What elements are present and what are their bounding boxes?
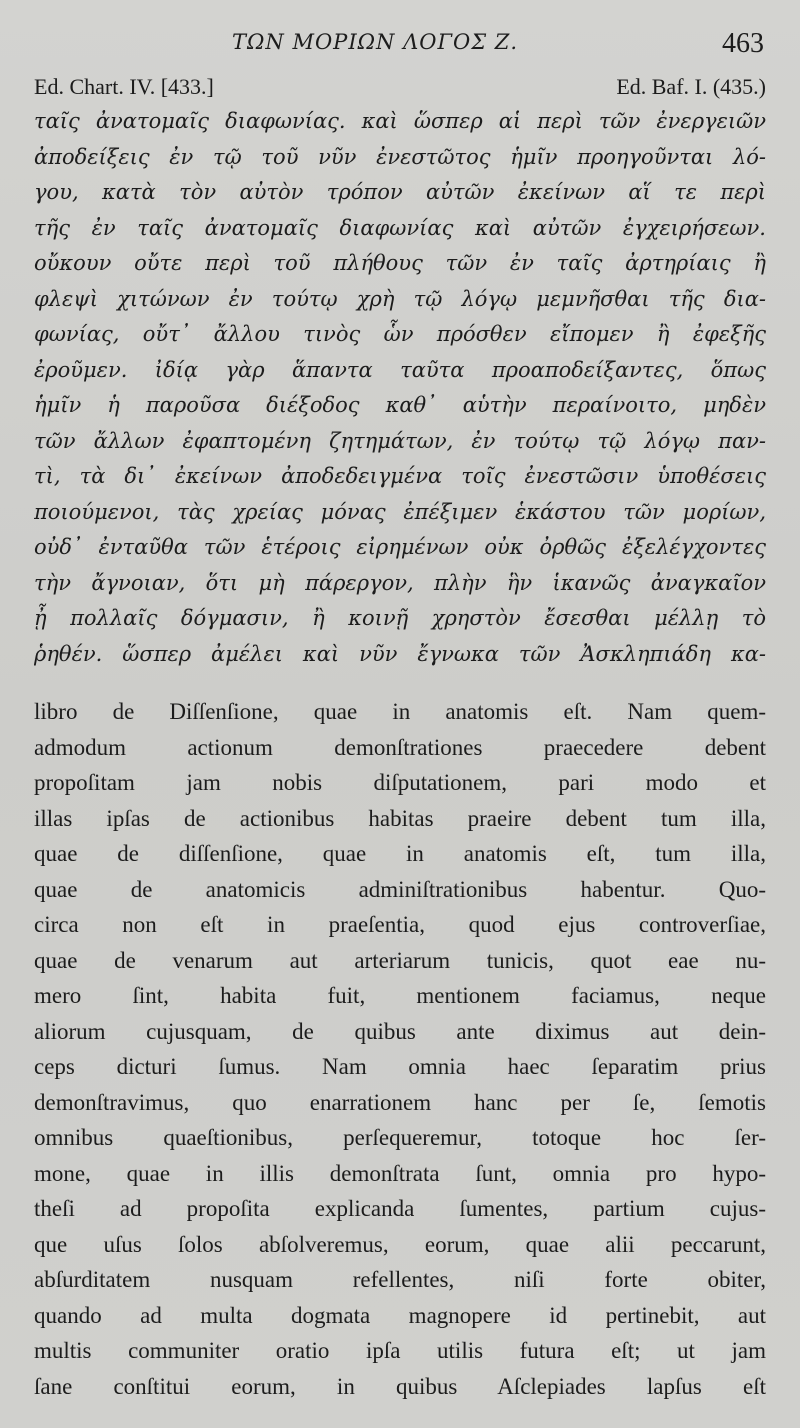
- latin-text-line: omnibus quaeſtionibus, perſequeremur, totoque hoc ſer-: [34, 1125, 766, 1150]
- latin-text-line: illas ipſas de actionibus habitas praeire debent tum illa,: [34, 805, 766, 831]
- edition-basel-ref: Ed. Baf. I. (435.): [616, 74, 766, 99]
- greek-text-line: τῆς ἐν ταῖς ἀνατομαῖς διαφωνίας καὶ αὐτῶν ἐγχειρήσεων.: [34, 215, 766, 240]
- latin-text-line: aliorum cujusquam, de quibus ante diximus aut dein-: [34, 1018, 766, 1044]
- greek-text-line: φλεψὶ χιτώνων ἐν τούτῳ χρὴ τῷ λόγῳ μεμνῆσθαι τῆς δια-: [34, 286, 766, 311]
- greek-text-line: ἀποδείξεις ἐν τῷ τοῦ νῦν ἐνεστῶτος ἡμῖν προηγοῦνται λό-: [34, 144, 766, 169]
- greek-text-line: τὴν ἄγνοιαν, ὅτι μὴ πάρεργον, πλὴν ἣν ἱκανῶς ἀναγκαῖον: [34, 570, 766, 595]
- greek-text-line: οὔκουν οὔτε περὶ τοῦ πλήθους τῶν ἐν ταῖς ἀρτηρίαις ἢ: [34, 251, 766, 275]
- greek-text-line: ποιούμενοι, τὰς χρείας μόνας ἐπέξιμεν ἑκάστου τῶν μορίων,: [34, 499, 766, 524]
- latin-text-line: admodum actionum demonſtrationes praecedere debent: [34, 734, 766, 760]
- running-head-title: ΤΩΝ ΜΟΡΙΩΝ ΛΟΓΟΣ Ζ.: [232, 30, 519, 54]
- running-head: [0, 28, 800, 64]
- latin-text-line: libro de Diſſenſione, quae in anatomis eſt. Nam quem-: [34, 699, 766, 724]
- latin-text-line: quae de anatomicis adminiſtrationibus habentur. Quo-: [34, 876, 766, 902]
- greek-text-line: τῶν ἄλλων ἐφαπτομένη ζητημάτων, ἐν τούτῳ τῷ λόγῳ παν-: [34, 428, 766, 453]
- latin-text-line: que uſus ſolos abſolveremus, eorum, quae alii peccarunt,: [34, 1231, 766, 1257]
- latin-text-block: [34, 694, 766, 1404]
- edition-references: [34, 74, 766, 104]
- greek-text-line: ἐροῦμεν. ἰδίᾳ γὰρ ἅπαντα ταῦτα προαποδείξαντες, ὅπως: [34, 357, 766, 382]
- greek-text-block: [34, 104, 766, 672]
- latin-text-line: quando ad multa dogmata magnopere id pertinebit, aut: [34, 1302, 766, 1328]
- greek-text-line: οὐδ᾽ ἐνταῦθα τῶν ἑτέροις εἰρημένων οὐκ ὀρθῶς ἐξελέγχοντες: [34, 535, 766, 559]
- latin-text-line: ceps dicturi ſumus. Nam omnia haec ſeparatim prius: [34, 1054, 766, 1079]
- edition-chart-ref: Ed. Chart. IV. [433.]: [34, 74, 214, 99]
- latin-text-line: demonſtravimus, quo enarrationem hanc per ſe, ſemotis: [34, 1089, 766, 1115]
- latin-text-line: abſurditatem nusquam refellentes, niſi forte obiter,: [34, 1267, 766, 1292]
- latin-text-line: circa non eſt in praeſentia, quod ejus controverſiae,: [34, 912, 766, 937]
- greek-text-line: φωνίας, οὔτ᾽ ἄλλου τινὸς ὧν πρόσθεν εἴπομεν ἢ ἐφεξῆς: [34, 322, 766, 346]
- latin-text-line: multis communiter oratio ipſa utilis futura eſt; ut jam: [34, 1338, 766, 1363]
- latin-text-line: theſi ad propoſita explicanda ſumentes, partium cujus-: [34, 1196, 766, 1221]
- greek-text-line: γου, κατὰ τὸν αὐτὸν τρόπον αὐτῶν ἐκείνων αἵ τε περὶ: [34, 180, 766, 204]
- latin-text-line: mero ſint, habita fuit, mentionem faciamus, neque: [34, 983, 766, 1008]
- greek-text-line: ῥηθέν. ὥσπερ ἀμέλει καὶ νῦν ἔγνωκα τῶν Ἀσκληπιάδη κα-: [34, 641, 766, 666]
- latin-text-line: mone, quae in illis demonſtrata ſunt, omnia pro hypo-: [34, 1160, 766, 1186]
- latin-text-line: quae de diſſenſione, quae in anatomis eſt, tum illa,: [34, 841, 766, 866]
- greek-text-line: ἡμῖν ἡ παροῦσα διέξοδος καθ᾽ αὑτὴν περαίνοιτο, μηδὲν: [34, 393, 766, 417]
- page-number: 463: [722, 28, 764, 59]
- latin-text-line: propoſitam jam nobis diſputationem, pari modo et: [34, 770, 766, 795]
- greek-text-line: ταῖς ἀνατομαῖς διαφωνίας. καὶ ὥσπερ αἱ περὶ τῶν ἐνεργειῶν: [34, 109, 766, 133]
- greek-text-line: τὶ, τὰ δι᾽ ἐκείνων ἀποδεδειγμένα τοῖς ἐνεστῶσιν ὑποθέσεις: [34, 464, 766, 488]
- greek-text-line: ᾖ πολλαῖς δόγμασιν, ἢ κοινῇ χρηστὸν ἔσεσθαι μέλλῃ τὸ: [34, 606, 766, 630]
- latin-text-line: quae de venarum aut arteriarum tunicis, quot eae nu-: [34, 947, 766, 973]
- latin-text-line: ſane conſtitui eorum, in quibus Aſclepiades lapſus eſt: [34, 1373, 766, 1399]
